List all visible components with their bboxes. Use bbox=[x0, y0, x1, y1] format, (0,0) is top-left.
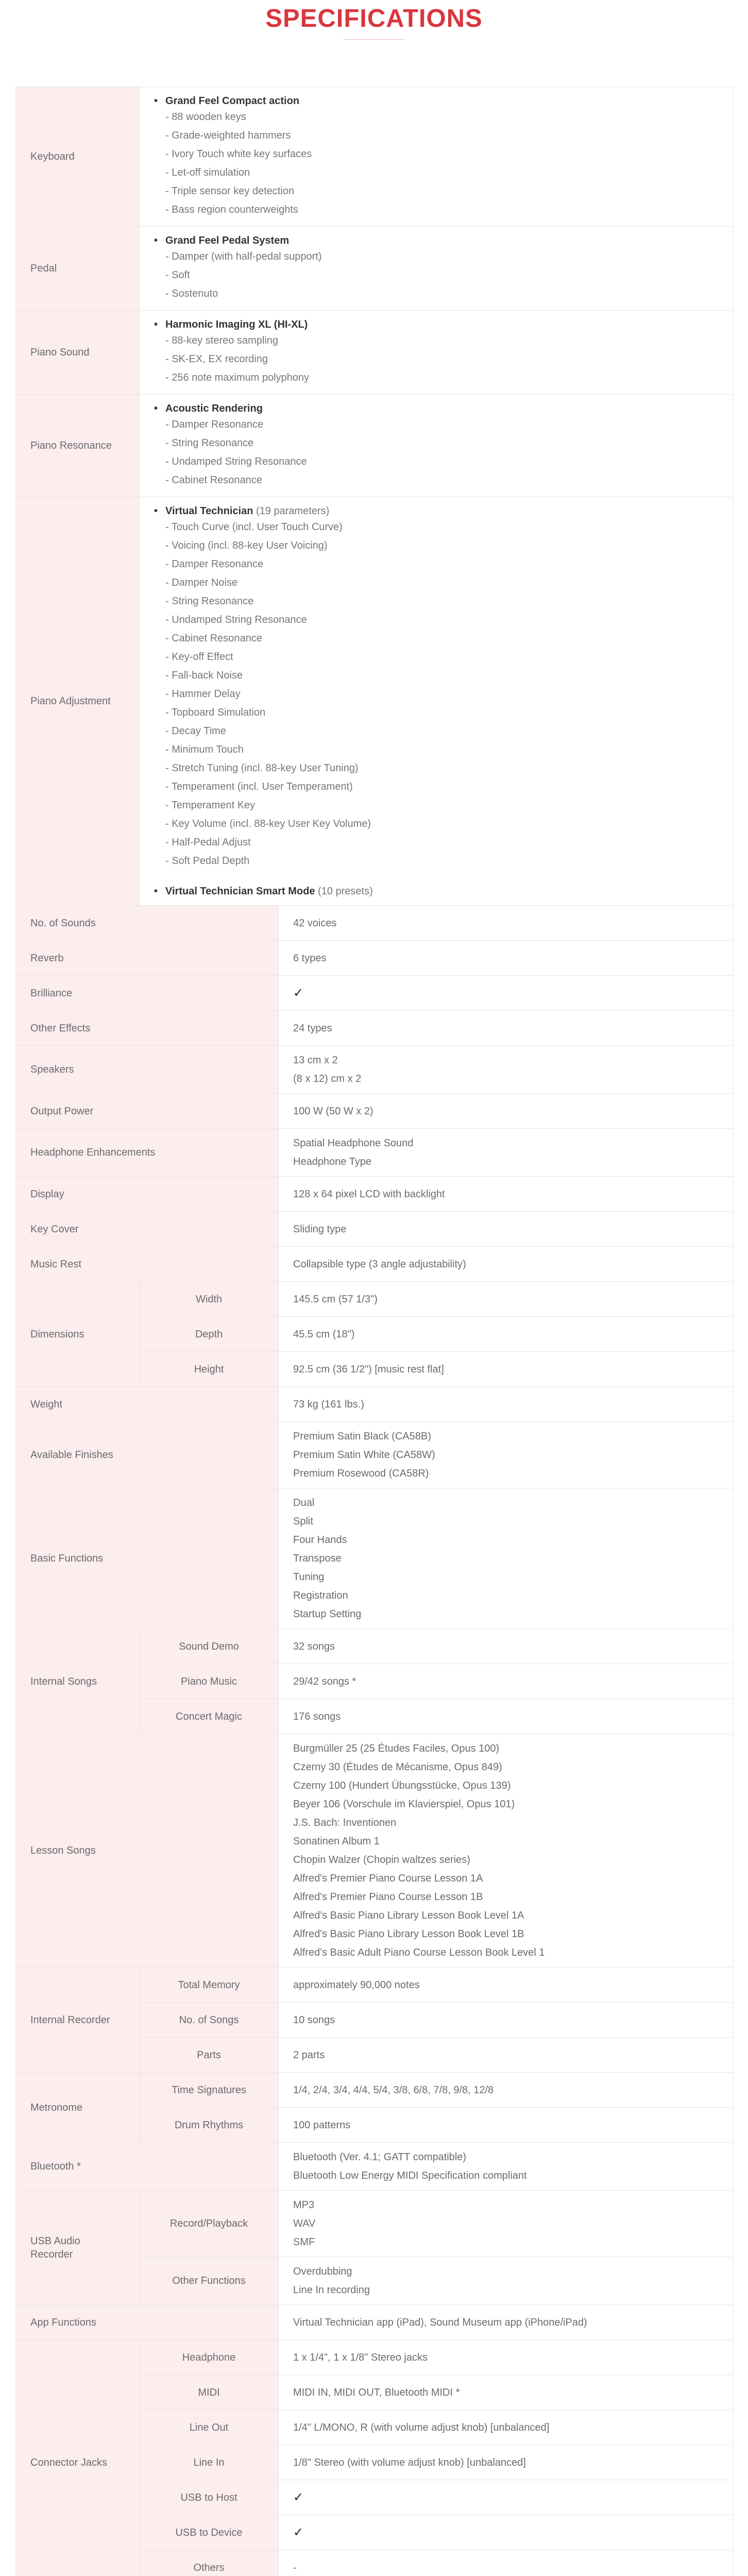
spec-sublabel: Concert Magic bbox=[140, 1699, 279, 1734]
value-line: Alfred's Basic Piano Library Lesson Book Level 1A bbox=[293, 1910, 524, 1921]
spec-row-app-functions bbox=[16, 2305, 733, 2340]
spec-value bbox=[140, 395, 733, 497]
page-title: SPECIFICATIONS bbox=[265, 5, 483, 32]
feature-heading: Virtual Technician bbox=[165, 505, 253, 517]
value-line: Sonatinen Album 1 bbox=[293, 1836, 380, 1847]
spec-label: Headphone Enhancements bbox=[16, 1129, 279, 1177]
value-line: WAV bbox=[293, 2218, 316, 2229]
feature-item: - Temperament Key bbox=[165, 800, 256, 811]
spec-row-weight bbox=[16, 1387, 733, 1422]
value-line: Alfred's Premier Piano Course Lesson 1B bbox=[293, 1891, 483, 1903]
checkmark-icon: ✓ bbox=[293, 2525, 304, 2539]
value-line: Tuning bbox=[293, 1571, 325, 1583]
spec-value bbox=[140, 87, 733, 227]
value-line: Four Hands bbox=[293, 1534, 347, 1546]
spec-label: Key Cover bbox=[16, 1212, 279, 1247]
spec-value: 45.5 cm (18") bbox=[279, 1317, 733, 1352]
spec-row-key-cover bbox=[16, 1212, 733, 1247]
feature-item: - Minimum Touch bbox=[165, 744, 244, 755]
feature-heading: Virtual Technician Smart Mode bbox=[165, 886, 315, 897]
value-line: Beyer 106 (Vorschule im Klavierspiel, Opus 101) bbox=[293, 1799, 515, 1810]
spec-value bbox=[279, 976, 733, 1011]
spec-row-piano-sound bbox=[16, 311, 733, 395]
spec-row-internal-recorder bbox=[16, 1968, 733, 2003]
value-line: Overdubbing bbox=[293, 2266, 352, 2277]
spec-sublabel: USB to Device bbox=[140, 2515, 279, 2550]
spec-label: Pedal bbox=[16, 227, 140, 311]
spec-row-display bbox=[16, 1177, 733, 1212]
spec-row bbox=[16, 941, 733, 976]
spec-value: 92.5 cm (36 1/2") [music rest flat] bbox=[279, 1352, 733, 1387]
feature-item: - Stretch Tuning (incl. 88-key User Tuning) bbox=[165, 762, 359, 774]
spec-value bbox=[279, 1046, 733, 1094]
value-line: Alfred's Premier Piano Course Lesson 1A bbox=[293, 1873, 483, 1884]
spec-value bbox=[279, 2191, 733, 2257]
spec-row bbox=[16, 976, 733, 1011]
spec-label: Available Finishes bbox=[16, 1422, 279, 1488]
value-line: Line In recording bbox=[293, 2284, 370, 2296]
spec-row-music-rest bbox=[16, 1247, 733, 1282]
spec-label: App Functions bbox=[16, 2305, 279, 2340]
feature-item: - String Resonance bbox=[165, 596, 254, 607]
spec-value: 128 x 64 pixel LCD with backlight bbox=[279, 1177, 733, 1212]
spec-group-label: Internal Songs bbox=[16, 1629, 140, 1734]
spec-sublabel: Parts bbox=[140, 2038, 279, 2073]
spec-label: Output Power bbox=[16, 1094, 279, 1129]
feature-item: - Temperament (incl. User Temperament) bbox=[165, 781, 353, 792]
spec-value bbox=[140, 497, 733, 906]
spec-row-lesson-songs bbox=[16, 1734, 733, 1968]
spec-value bbox=[279, 1488, 733, 1629]
spec-label: Basic Functions bbox=[16, 1488, 279, 1629]
feature-item: - Soft bbox=[165, 269, 190, 281]
spec-value: 32 songs bbox=[279, 1629, 733, 1664]
value-line: Startup Setting bbox=[293, 1608, 362, 1620]
value-line: Alfred's Basic Piano Library Lesson Book Level 1B bbox=[293, 1928, 524, 1940]
spec-row-pedal bbox=[16, 227, 733, 311]
checkmark-icon: ✓ bbox=[293, 986, 304, 1000]
feature-item: - Undamped String Resonance bbox=[165, 456, 307, 467]
feature-item: - Soft Pedal Depth bbox=[165, 855, 250, 867]
spec-value: approximately 90,000 notes bbox=[279, 1968, 733, 2003]
spec-value: Virtual Technician app (iPad), Sound Museum app (iPhone/iPad) bbox=[279, 2305, 733, 2340]
spec-sublabel: Depth bbox=[140, 1317, 279, 1352]
value-line: Czerny 30 (Études de Mécanisme, Opus 849) bbox=[293, 1761, 502, 1773]
feature-item: - 256 note maximum polyphony bbox=[165, 372, 310, 383]
value-line: Transpose bbox=[293, 1553, 342, 1564]
spec-row-output-power bbox=[16, 1094, 733, 1129]
bullet-icon: • bbox=[154, 319, 158, 330]
spec-label: Piano Resonance bbox=[16, 395, 140, 497]
spec-group-label: Connector Jacks bbox=[16, 2340, 140, 2576]
spec-value bbox=[279, 2257, 733, 2305]
spec-value: Collapsible type (3 angle adjustability) bbox=[279, 1247, 733, 1282]
spec-sublabel: Total Memory bbox=[140, 1968, 279, 2003]
value-line: SMF bbox=[293, 2236, 315, 2248]
feature-item: - Voicing (incl. 88-key User Voicing) bbox=[165, 540, 328, 551]
value-line: Czerny 100 (Hundert Übungsstücke, Opus 139) bbox=[293, 1780, 511, 1791]
spec-value: 29/42 songs * bbox=[279, 1664, 733, 1699]
feature-heading: Grand Feel Pedal System bbox=[165, 235, 290, 246]
spec-value: 10 songs bbox=[279, 2003, 733, 2038]
value-line: Dual bbox=[293, 1497, 315, 1509]
spec-group-label: Internal Recorder bbox=[16, 1968, 140, 2073]
spec-sublabel: Others bbox=[140, 2550, 279, 2576]
spec-row-finishes bbox=[16, 1422, 733, 1488]
feature-item: - Undamped String Resonance bbox=[165, 614, 307, 625]
value-line: Headphone Type bbox=[293, 1156, 371, 1167]
feature-item: - Triple sensor key detection bbox=[165, 185, 295, 197]
feature-item: - Damper (with half-pedal support) bbox=[165, 251, 322, 262]
feature-item: - Topboard Simulation bbox=[165, 707, 266, 718]
spec-row-piano-resonance bbox=[16, 395, 733, 497]
spec-sublabel: Piano Music bbox=[140, 1664, 279, 1699]
feature-item: - Decay Time bbox=[165, 725, 226, 737]
spec-row-dimensions bbox=[16, 1282, 733, 1317]
spec-value bbox=[279, 2515, 733, 2550]
spec-value: 100 W (50 W x 2) bbox=[279, 1094, 733, 1129]
spec-label: Bluetooth * bbox=[16, 2143, 279, 2191]
spec-row-connector-jacks bbox=[16, 2340, 733, 2375]
spec-row bbox=[16, 1011, 733, 1046]
bullet-icon: • bbox=[154, 235, 158, 246]
feature-heading: Grand Feel Compact action bbox=[165, 95, 300, 107]
spec-value bbox=[279, 1422, 733, 1488]
value-line: Bluetooth (Ver. 4.1; GATT compatible) bbox=[293, 2151, 467, 2163]
spec-row-speakers bbox=[16, 1046, 733, 1094]
spec-sublabel: USB to Host bbox=[140, 2480, 279, 2515]
spec-row-headphone-enhancements bbox=[16, 1129, 733, 1177]
spec-label: Other Effects bbox=[16, 1011, 279, 1046]
spec-label: Keyboard bbox=[16, 87, 140, 227]
spec-label: Brilliance bbox=[16, 976, 279, 1011]
bullet-icon: • bbox=[154, 505, 158, 517]
spec-value bbox=[279, 1129, 733, 1177]
spec-value bbox=[140, 227, 733, 311]
feature-item: - SK-EX, EX recording bbox=[165, 353, 268, 365]
feature-item: - Key Volume (incl. 88-key User Key Volume) bbox=[165, 818, 371, 829]
spec-label: Display bbox=[16, 1177, 279, 1212]
spec-value: - bbox=[279, 2550, 733, 2576]
feature-item: - Fall-back Noise bbox=[165, 670, 243, 681]
spec-sublabel: MIDI bbox=[140, 2375, 279, 2410]
spec-sublabel: Sound Demo bbox=[140, 1629, 279, 1664]
value-line: Registration bbox=[293, 1590, 348, 1601]
spec-sublabel: Record/Playback bbox=[140, 2191, 279, 2257]
spec-value: 1/4, 2/4, 3/4, 4/4, 5/4, 3/8, 6/8, 7/8, 9/8, 12/8 bbox=[279, 2073, 733, 2108]
bullet-icon: • bbox=[154, 403, 158, 414]
bullet-icon: • bbox=[154, 95, 158, 107]
spec-sublabel: Headphone bbox=[140, 2340, 279, 2375]
feature-item: - Cabinet Resonance bbox=[165, 633, 262, 644]
spec-table bbox=[15, 87, 733, 2576]
value-line: Bluetooth Low Energy MIDI Specification compliant bbox=[293, 2170, 527, 2181]
title-divider bbox=[343, 39, 405, 40]
feature-item: - String Resonance bbox=[165, 437, 254, 449]
spec-label: Speakers bbox=[16, 1046, 279, 1094]
spec-label: No. of Sounds bbox=[16, 906, 279, 941]
spec-value: 73 kg (161 lbs.) bbox=[279, 1387, 733, 1422]
spec-value: 6 types bbox=[279, 941, 733, 976]
spec-row-piano-adjustment bbox=[16, 497, 733, 906]
spec-label: Piano Adjustment bbox=[16, 497, 140, 906]
spec-value bbox=[279, 2480, 733, 2515]
spec-value: 176 songs bbox=[279, 1699, 733, 1734]
spec-label: Piano Sound bbox=[16, 311, 140, 395]
value-line: Burgmüller 25 (25 Études Faciles, Opus 100) bbox=[293, 1743, 500, 1754]
value-line: MP3 bbox=[293, 2199, 315, 2211]
value-line: (8 x 12) cm x 2 bbox=[293, 1073, 362, 1084]
spec-value: 1/4" L/MONO, R (with volume adjust knob) [unbalanced] bbox=[279, 2410, 733, 2445]
spec-sublabel: Line Out bbox=[140, 2410, 279, 2445]
feature-note: (10 presets) bbox=[318, 886, 373, 897]
spec-value: 1 x 1/4", 1 x 1/8" Stereo jacks bbox=[279, 2340, 733, 2375]
value-line: Alfred's Basic Adult Piano Course Lesson Book Level 1 bbox=[293, 1947, 545, 1958]
spec-sublabel: Drum Rhythms bbox=[140, 2108, 279, 2143]
spec-value: 2 parts bbox=[279, 2038, 733, 2073]
value-line: Chopin Walzer (Chopin waltzes series) bbox=[293, 1854, 470, 1866]
spec-label: Music Rest bbox=[16, 1247, 279, 1282]
feature-item: - Damper Noise bbox=[165, 577, 238, 588]
spec-label: Weight bbox=[16, 1387, 279, 1422]
spec-sublabel: Height bbox=[140, 1352, 279, 1387]
spec-row-internal-songs bbox=[16, 1629, 733, 1664]
feature-item: - Grade-weighted hammers bbox=[165, 130, 291, 141]
feature-item: - Ivory Touch white key surfaces bbox=[165, 148, 312, 160]
feature-item: - Bass region counterweights bbox=[165, 204, 298, 215]
spec-value bbox=[140, 311, 733, 395]
feature-item: - Hammer Delay bbox=[165, 688, 241, 700]
value-line: Premium Satin Black (CA58B) bbox=[293, 1431, 431, 1442]
feature-item: - Touch Curve (incl. User Touch Curve) bbox=[165, 521, 343, 533]
feature-item: - Sostenuto bbox=[165, 288, 218, 299]
spec-value: 42 voices bbox=[279, 906, 733, 941]
spec-value: 145.5 cm (57 1/3") bbox=[279, 1282, 733, 1317]
feature-item: - Cabinet Resonance bbox=[165, 474, 262, 486]
spec-row-metronome bbox=[16, 2073, 733, 2108]
spec-sublabel: Width bbox=[140, 1282, 279, 1317]
feature-item: - Let-off simulation bbox=[165, 167, 250, 178]
spec-row-keyboard bbox=[16, 87, 733, 227]
feature-item: - Key-off Effect bbox=[165, 651, 233, 663]
spec-value: 1/8" Stereo (with volume adjust knob) [unbalanced] bbox=[279, 2445, 733, 2480]
spec-value: 100 patterns bbox=[279, 2108, 733, 2143]
value-line: 13 cm x 2 bbox=[293, 1055, 338, 1066]
value-line: Premium Rosewood (CA58R) bbox=[293, 1468, 429, 1479]
spec-value: MIDI IN, MIDI OUT, Bluetooth MIDI * bbox=[279, 2375, 733, 2410]
spec-row-usb-audio bbox=[16, 2191, 733, 2257]
spec-sublabel: Time Signatures bbox=[140, 2073, 279, 2108]
spec-value: 24 types bbox=[279, 1011, 733, 1046]
feature-item: - Damper Resonance bbox=[165, 558, 264, 570]
spec-group-label: Metronome bbox=[16, 2073, 140, 2143]
spec-sublabel: No. of Songs bbox=[140, 2003, 279, 2038]
feature-item: - Half-Pedal Adjust bbox=[165, 837, 251, 848]
value-line: Spatial Headphone Sound bbox=[293, 1138, 414, 1149]
spec-row-basic-functions bbox=[16, 1488, 733, 1629]
spec-label: Lesson Songs bbox=[16, 1734, 279, 1968]
checkmark-icon: ✓ bbox=[293, 2490, 304, 2504]
feature-item: - 88-key stereo sampling bbox=[165, 335, 278, 346]
bullet-icon: • bbox=[154, 886, 158, 897]
spec-group-label: Dimensions bbox=[16, 1282, 140, 1387]
feature-heading: Acoustic Rendering bbox=[165, 403, 263, 414]
spec-row bbox=[16, 906, 733, 941]
spec-row-bluetooth bbox=[16, 2143, 733, 2191]
spec-sublabel: Line In bbox=[140, 2445, 279, 2480]
value-line: Split bbox=[293, 1516, 313, 1527]
feature-note: (19 parameters) bbox=[256, 505, 330, 517]
spec-value: Sliding type bbox=[279, 1212, 733, 1247]
spec-value bbox=[279, 1734, 733, 1968]
spec-sublabel: Other Functions bbox=[140, 2257, 279, 2305]
value-line: Premium Satin White (CA58W) bbox=[293, 1449, 435, 1461]
feature-heading: Harmonic Imaging XL (HI-XL) bbox=[165, 319, 308, 330]
spec-label: Reverb bbox=[16, 941, 279, 976]
spec-group-label: USB Audio Recorder bbox=[16, 2191, 140, 2305]
feature-item: - Damper Resonance bbox=[165, 419, 264, 430]
feature-item: - 88 wooden keys bbox=[165, 111, 246, 123]
spec-value bbox=[279, 2143, 733, 2191]
value-line: J.S. Bach: Inventionen bbox=[293, 1817, 397, 1828]
